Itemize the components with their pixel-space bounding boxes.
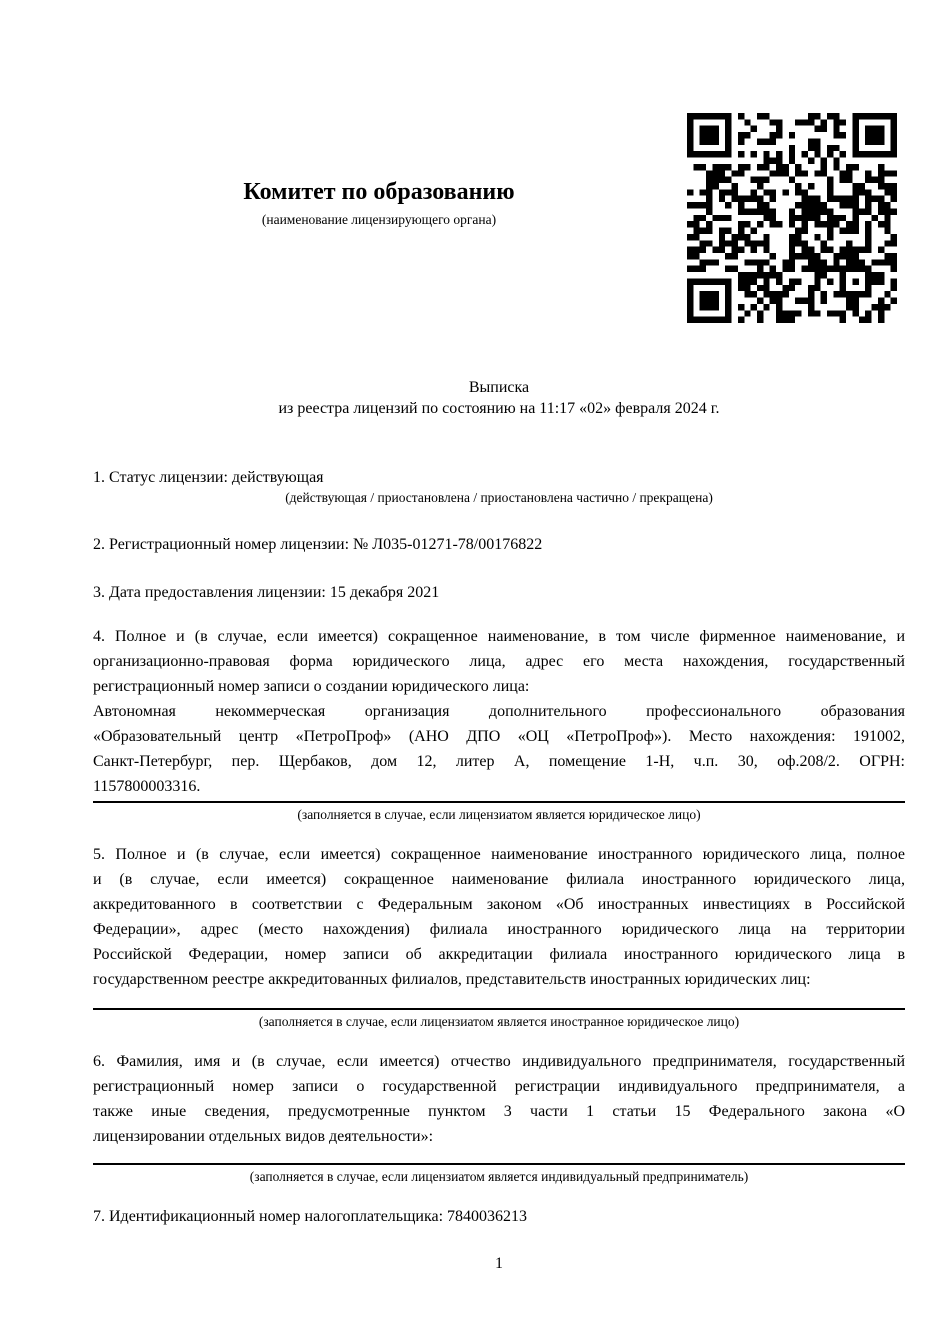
taxpayer-number-text: 7. Идентификационный номер налогоплательщика: 7840036213 bbox=[93, 1208, 528, 1225]
legal-entity-question bbox=[93, 624, 905, 699]
document-body bbox=[93, 467, 905, 1227]
fill-in-line bbox=[93, 1163, 905, 1165]
paragraph-line: регистрационный номер записи о создании юридического лица: bbox=[93, 678, 530, 695]
paragraph-line: аккредитованного в соответствии с Федеральным законом «Об иностранных инвестициях в Российской bbox=[93, 896, 905, 913]
qr-code bbox=[687, 113, 897, 323]
extract-subtitle: из реестра лицензий по состоянию на 11:17 «02» февраля 2024 г. bbox=[278, 400, 720, 417]
registration-number-text: 2. Регистрационный номер лицензии: № Л035-01271-78/00176822 bbox=[93, 536, 543, 553]
paragraph-line: регистрационный номер записи о государственной регистрации индивидуального предпринимателя, а bbox=[93, 1078, 905, 1095]
paragraph-line: 5. Полное и (в случае, если имеется) сокращенное наименование иностранного юридического лица, полное bbox=[93, 846, 905, 863]
paragraph-line: лицензировании отдельных видов деятельности»: bbox=[93, 1128, 434, 1145]
fill-in-line bbox=[93, 801, 905, 803]
paragraph-line: государственном реестре аккредитованных филиалов, представительств иностранных юридических лиц: bbox=[93, 971, 811, 988]
entrepreneur-caption: (заполняется в случае, если лицензиатом является индивидуальный предприниматель) bbox=[249, 1169, 749, 1184]
licensing-authority-name: Комитет по образованию bbox=[243, 179, 515, 205]
foreign-entity-caption: (заполняется в случае, если лицензиатом является иностранное юридическое лицо) bbox=[258, 1014, 740, 1029]
extract-heading bbox=[93, 377, 905, 419]
paragraph-line: «Образовательный центр «ПетроПроф» (АНО ДПО «ОЦ «ПетроПроф»). Место нахождения: 191002, bbox=[93, 728, 905, 745]
qr-code-image bbox=[687, 113, 897, 323]
paragraph-line: и (в случае, если имеется) сокращенное наименование филиала иностранного юридического лица, bbox=[93, 871, 905, 888]
section-taxpayer-number bbox=[93, 1206, 905, 1227]
legal-entity-value bbox=[93, 699, 905, 799]
section-license-date bbox=[93, 582, 905, 603]
extract-title: Выписка bbox=[468, 379, 530, 396]
section-individual-entrepreneur bbox=[93, 1049, 905, 1186]
entrepreneur-question bbox=[93, 1049, 905, 1149]
paragraph-line: 6. Фамилия, имя и (в случае, если имеется) отчество индивидуального предпринимателя, государственный bbox=[93, 1053, 905, 1070]
licensing-authority-caption: (наименование лицензирующего органа) bbox=[261, 212, 497, 227]
page-number: 1 bbox=[495, 1255, 503, 1272]
section-foreign-entity bbox=[93, 842, 905, 1031]
fill-in-line bbox=[93, 1008, 905, 1010]
paragraph-line: 1157800003316. bbox=[93, 778, 201, 795]
paragraph-line: организационно-правовая форма юридического лица, адрес его места нахождения, государственный bbox=[93, 653, 905, 670]
license-status-text: 1. Статус лицензии: действующая bbox=[93, 469, 324, 486]
section-registration-number bbox=[93, 534, 905, 555]
paragraph-line: 4. Полное и (в случае, если имеется) сокращенное наименование, в том числе фирменное наименование, и bbox=[93, 628, 905, 645]
paragraph-line: Автономная некоммерческая организация дополнительного профессионального образования bbox=[93, 703, 905, 720]
paragraph-line: Российской Федерации, номер записи об аккредитации филиала иностранного юридического лица в bbox=[93, 946, 905, 963]
paragraph-line: Федерации», адрес (место нахождения) филиала иностранного юридического лица на территории bbox=[93, 921, 905, 938]
licensing-authority-header bbox=[0, 178, 758, 228]
section-legal-entity bbox=[93, 624, 905, 824]
section-license-status bbox=[93, 467, 905, 507]
foreign-entity-question bbox=[93, 842, 905, 992]
paragraph-line: также иные сведения, предусмотренные пунктом 3 части 1 статьи 15 Федерального закона «О bbox=[93, 1103, 905, 1120]
legal-entity-caption: (заполняется в случае, если лицензиатом является юридическое лицо) bbox=[297, 807, 701, 822]
license-status-options-caption: (действующая / приостановлена / приостановлена частично / прекращена) bbox=[285, 490, 713, 505]
paragraph-line: Санкт-Петербург, пер. Щербаков, дом 12, литер А, помещение 1-Н, ч.п. 30, оф.208/2. ОГРН: bbox=[93, 753, 905, 770]
license-date-text: 3. Дата предоставления лицензии: 15 декабря 2021 bbox=[93, 584, 440, 601]
